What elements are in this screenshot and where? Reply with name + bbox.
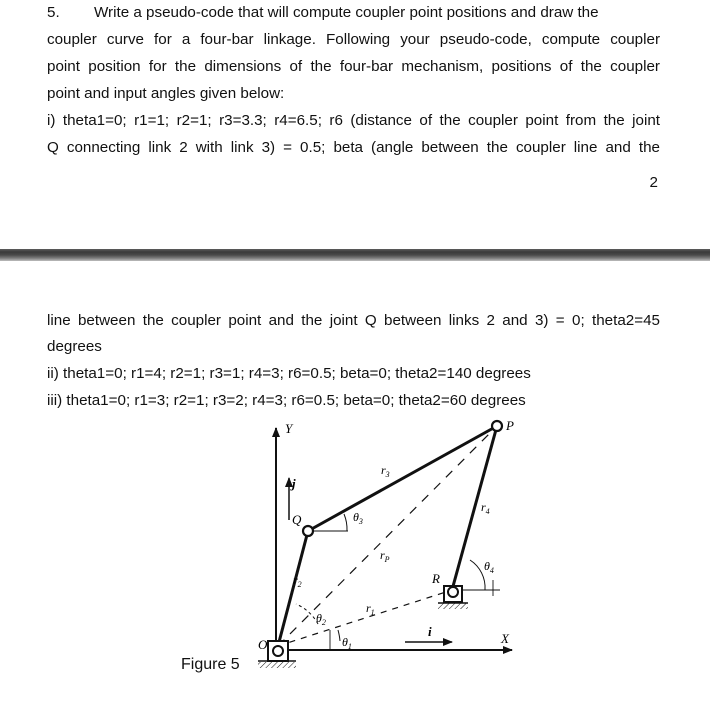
label-y: Y: [285, 421, 293, 436]
question-line-6: Q connecting link 2 with link 3) = 0.5; beta (angle between the coupler line and the: [47, 139, 660, 156]
continued-line-3: ii) theta1=0; r1=4; r2=1; r3=1; r4=3; r6=0.5; beta=0; theta2=140 degrees: [47, 365, 531, 382]
theta3-arc: [344, 514, 347, 531]
link-2: [278, 531, 308, 646]
question-line-2: coupler curve for a four-bar linkage. Following your pseudo-code, compute coupler: [47, 31, 660, 48]
link-1-ground: [278, 590, 452, 646]
continued-line-2: degrees: [47, 338, 102, 355]
label-x: X: [501, 631, 509, 646]
label-r4: $r_4$: [481, 500, 490, 516]
link-3: [308, 426, 497, 531]
coupler-point-p: [492, 421, 502, 431]
label-i: i: [428, 624, 432, 639]
question-line-3: point position for the dimensions of the four-bar mechanism, positions of the coupler: [47, 58, 660, 75]
label-rp: $r_P$: [380, 548, 390, 564]
question-line-5: i) theta1=0; r1=1; r2=1; r3=3.3; r4=6.5; r6 (distance of the coupler point from the joint: [47, 112, 660, 129]
ground-pivot-r: [438, 586, 468, 609]
label-r1: $r_1$: [366, 601, 375, 617]
theta1-arc: [338, 630, 340, 641]
theta2-arc: [296, 604, 318, 624]
question-line-4: point and input angles given below:: [47, 85, 285, 102]
label-r2: $r_2$: [293, 573, 302, 589]
question-line-1: Write a pseudo-code that will compute coupler point positions and draw the: [94, 4, 599, 21]
label-theta2: $\theta_2$: [316, 611, 326, 627]
label-j: j: [292, 476, 296, 491]
continued-line-4: iii) theta1=0; r1=3; r2=1; r3=2; r4=3; r6=0.5; beta=0; theta2=60 degrees: [47, 392, 526, 409]
label-theta4: $\theta_4$: [484, 559, 494, 575]
label-r: R: [432, 571, 440, 586]
theta4-arc: [470, 560, 485, 590]
page-number: 2: [649, 174, 658, 191]
label-q: Q: [292, 512, 302, 527]
label-r3: $r_3$: [381, 463, 390, 479]
question-number: 5.: [47, 4, 60, 21]
label-o: O: [258, 637, 268, 652]
label-p: P: [506, 418, 514, 433]
figure-caption: Figure 5: [181, 656, 240, 673]
continued-line-1: line between the coupler point and the joint Q between links 2 and 3) = 0; theta2=45: [47, 312, 660, 329]
label-theta1: $\theta_1$: [342, 635, 352, 651]
label-theta3: $\theta_3$: [353, 510, 363, 526]
joint-q: [303, 526, 313, 536]
